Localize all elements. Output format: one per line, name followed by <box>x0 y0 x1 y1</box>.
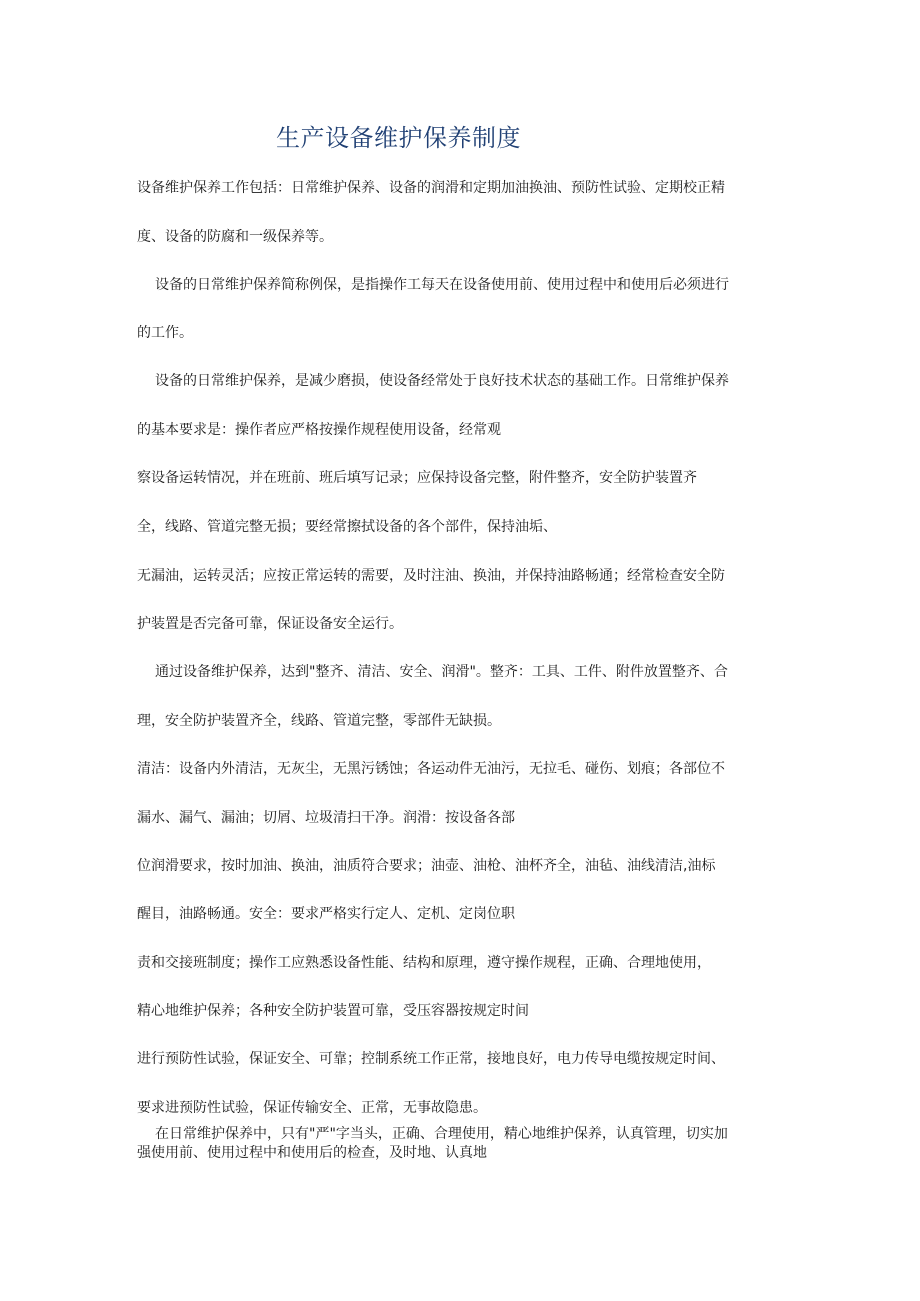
text-line: 设备维护保养工作包括：日常维护保养、设备的润滑和定期加油换油、预防性试验、定期校正精 <box>137 180 725 196</box>
text-line: 强使用前、使用过程中和使用后的检查，及时地、认真地 <box>137 1145 487 1161</box>
text-line: 要求进预防性试验，保证传输安全、正常，无事故隐患。 <box>137 1100 487 1116</box>
text-line: 的基本要求是：操作者应严格按操作规程使用设备，经常观 <box>137 422 501 438</box>
text-line: 度、设备的防腐和一级保养等。 <box>137 229 333 245</box>
text-line: 全，线路、管道完整无损；要经常擦拭设备的各个部件，保持油垢、 <box>137 519 557 535</box>
text-line: 通过设备维护保养，达到"整齐、清洁、安全、润滑"。整齐：工具、工件、附件放置整齐、合 <box>155 664 728 680</box>
text-line: 精心地维护保养；各种安全防护装置可靠，受压容器按规定时间 <box>137 1003 529 1019</box>
text-line: 责和交接班制度；操作工应熟悉设备性能、结构和原理，遵守操作规程，正确、合理地使用， <box>137 955 711 971</box>
text-line: 在日常维护保养中，只有"严"字当头，正确、合理使用，精心地维护保养，认真管理，切实加 <box>155 1126 728 1142</box>
text-line: 无漏油，运转灵活；应按正常运转的需要，及时注油、换油，并保持油路畅通；经常检查安全防 <box>137 568 725 584</box>
text-line: 理，安全防护装置齐全，线路、管道完整，零部件无缺损。 <box>137 713 501 729</box>
text-line: 醒目，油路畅通。安全：要求严格实行定人、定机、定岗位职 <box>137 906 515 922</box>
text-line: 设备的日常维护保养简称例保，是指操作工每天在设备使用前、使用过程中和使用后必须进行 <box>155 277 729 293</box>
text-line: 进行预防性试验，保证安全、可靠；控制系统工作正常，接地良好，电力传导电缆按规定时间、 <box>137 1051 725 1067</box>
text-line: 护装置是否完备可靠，保证设备安全运行。 <box>137 616 403 632</box>
text-line: 漏水、漏气、漏油；切屑、垃圾清扫干净。润滑：按设备各部 <box>137 810 515 826</box>
text-line: 清洁：设备内外清洁，无灰尘，无黑污锈蚀；各运动件无油污，无拉毛、碰伤、划痕；各部位不 <box>137 761 725 777</box>
text-line: 的工作。 <box>137 325 193 341</box>
text-line: 位润滑要求，按时加油、换油，油质符合要求；油壶、油枪、油杯齐全，油毡、油线清洁,油标 <box>137 858 716 874</box>
text-line: 察设备运转情况，并在班前、班后填写记录；应保持设备完整，附件整齐，安全防护装置齐 <box>137 470 697 486</box>
document-title: 生产设备维护保养制度 <box>276 124 521 152</box>
text-line: 设备的日常维护保养，是减少磨损，使设备经常处于良好技术状态的基础工作。日常维护保养 <box>155 373 729 389</box>
